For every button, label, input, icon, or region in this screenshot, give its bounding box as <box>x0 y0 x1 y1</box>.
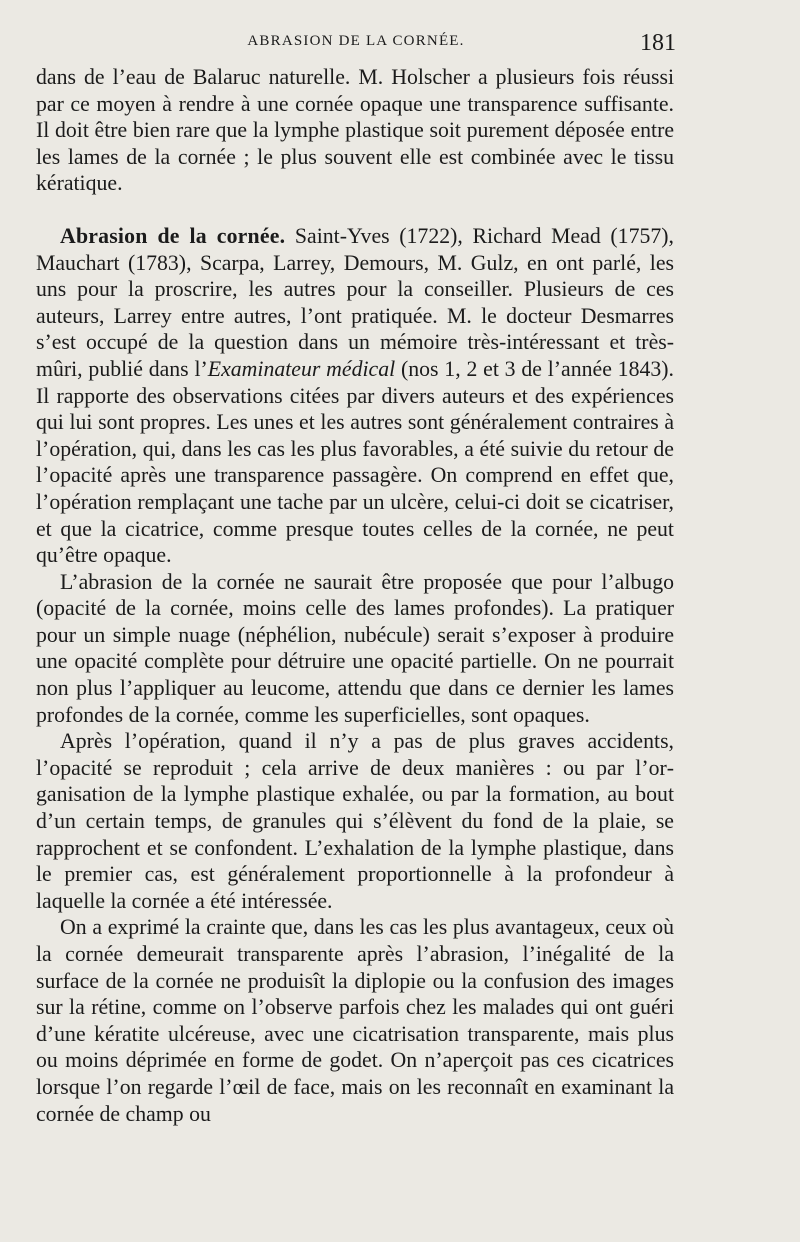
paragraph-continued: dans de l’eau de Balaruc naturelle. M. Holscher a plusieurs fois réussi par ce moyen à rendre à une cornée opaque une transparence suffisante. Il doit être bien rare que la lymphe plastique soit purement déposée entre les lames de la cornée ; le plus souvent elle est combinée avec le tissu kératique. <box>36 65 674 196</box>
paragraph-diplopia: On a exprimé la crainte que, dans les cas les plus avantageux, ceux où la cornée demeurait transparente après l’abrasion, l’inégalité de la surface de la cornée ne produisît la diplopie ou la confusion des images sur la rétine, comme on l’observe parfois chez les malades qui ont guéri d’une kératite ulcéreuse, avec une cicatrisation transparente, mais plus ou moins déprimée en forme de godet. On n’aperçoit pas ces cicatrices lorsque l’on regarde l’œil de face, mais on les reconnaît en examinant la cornée de champ ou <box>36 915 674 1126</box>
paragraph-albugo: L’abrasion de la cornée ne saurait être proposée que pour l’albugo (opacité de la cornée, moins celle des lames profondes). La pratiquer pour un simple nuage (néphélion, nubécule) serait s’exposer à produire une opacité complète pour détruire une opacité partielle. On ne pourrait non plus l’appliquer au leucome, attendu que dans ce dernier les lames profondes de la cornée, comme les superficielles, sont opaques. <box>36 569 674 727</box>
running-header <box>36 30 676 60</box>
running-title: ABRASION DE LA CORNÉE. <box>247 33 465 49</box>
text-body <box>36 64 674 1127</box>
journal-title: Examinateur médical <box>207 356 396 381</box>
page-number: 181 <box>640 30 676 56</box>
paragraph-after-operation: Après l’opération, quand il n’y a pas de plus graves accidents, l’opacité se reproduit ; cela arrive de deux manières : ou par l’organisation de la lymphe plastique exhalée, ou par la formation, au bout d’un certain temps, de granules qui s’élèvent du fond de la plaie, se rapprochent et se confondent. L’exhalation de la lymphe plastique, dans le premier cas, est généralement proportionnelle à la profondeur à laquelle la cornée a été intéressée. <box>36 729 674 913</box>
section-heading: Abrasion de la cornée. <box>60 223 286 248</box>
paragraph-text: Saint-Yves (1722), Richard Mead (1757), Mauchart (1783), Scarpa, Larrey, Demours, M. Gulz, en ont parlé, les uns pour la proscrire, les autres pour la conseiller. Plusieurs de ces auteurs, Larrey entre autres, l’ont pratiquée. M. le docteur Desmarres s’est occupé de la question dans un mémoire très-intéressant et très-mûri, publié dans l’ <box>36 223 674 381</box>
paragraph-text: (nos 1, 2 et 3 de l’année 1843). Il rapporte des observations citées par divers auteurs et des expériences qui lui sont propres. Les unes et les autres sont généralement contraires à l’opération, qui, dans les cas les plus favorables, a été suivie du retour de l’opacité après une transparence passagère. On comprend en effet que, l’opération remplaçant une tache par un ulcère, celui-ci doit se cicatriser, et que la cicatrice, comme presque toutes celles de la cornée, ne peut qu’être opaque. <box>36 356 674 568</box>
paragraph-abrasion-intro <box>36 223 674 569</box>
